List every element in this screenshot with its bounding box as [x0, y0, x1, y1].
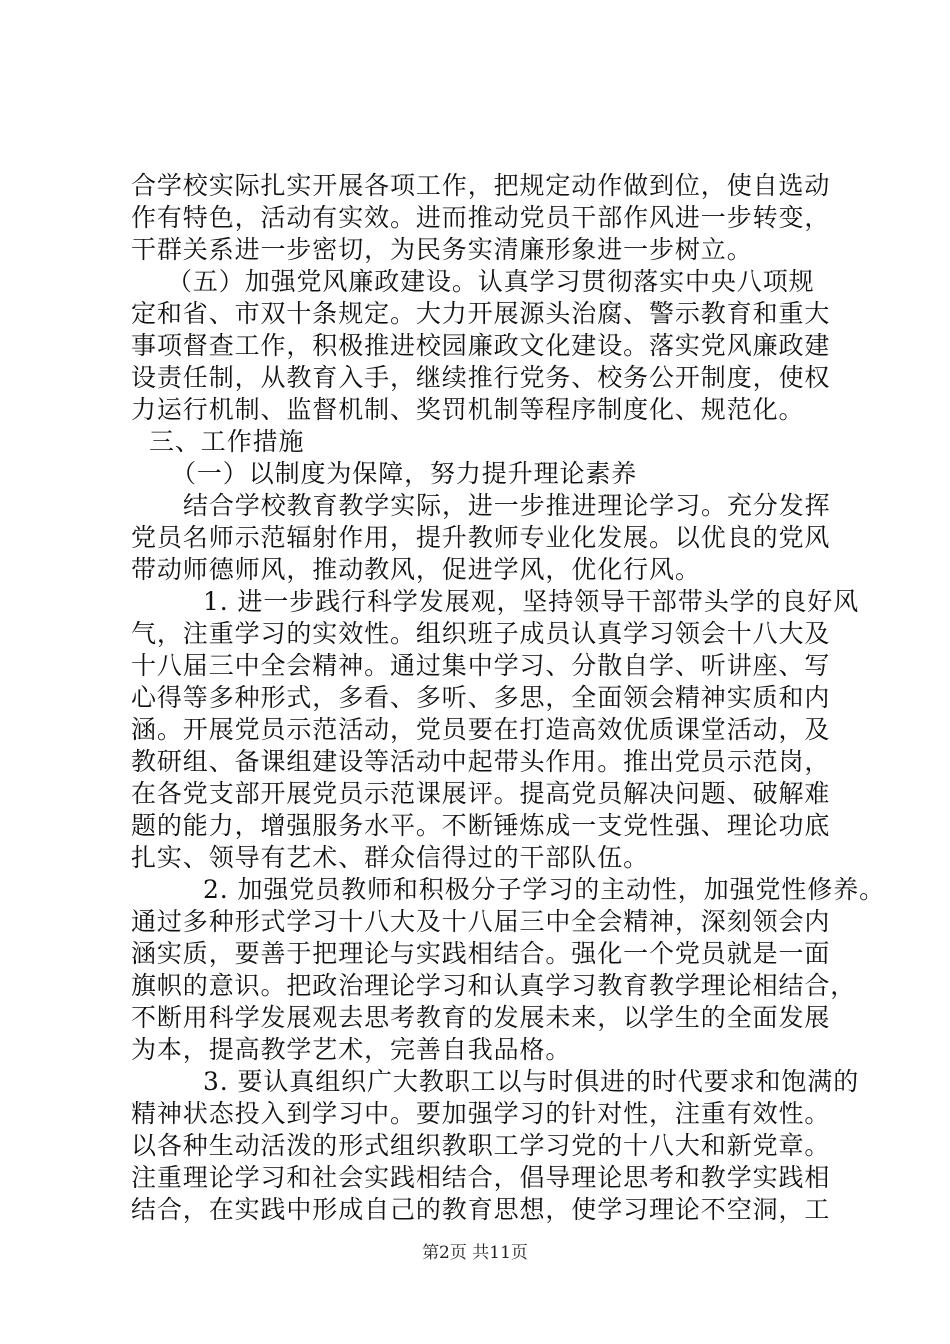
text-line: 结合，在实践中形成自己的教育思想，使学习理论不空洞，工: [131, 1195, 831, 1224]
text-line: 通过多种形式学习十八大及十八届三中全会精神，深刻领会内: [131, 907, 831, 936]
text-line: 旗帜的意识。把政治理论学习和认真学习教育教学理论相结合，: [131, 971, 857, 1000]
text-line: 党员名师示范辐射作用，提升教师专业化发展。以优良的党风: [131, 523, 831, 552]
list-item-start-line: 3. 要认真组织广大教职工以与时俱进的时代要求和饱满的: [203, 1067, 860, 1096]
text-line: 事项督查工作，积极推进校园廉政文化建设。落实党风廉政建: [131, 331, 831, 360]
section-title: 三、工作措施: [149, 427, 305, 456]
text-line: 合学校实际扎实开展各项工作，把规定动作做到位，使自选动: [131, 171, 831, 200]
section-heading-line: （五）加强党风廉政建设。认真学习贯彻落实中央八项规: [167, 267, 815, 296]
text-line: 干群关系进一步密切，为民务实清廉形象进一步树立。: [131, 235, 753, 264]
text-line: 设责任制，从教育入手，继续推行党务、校务公开制度，使权: [131, 363, 831, 392]
text-line: 力运行机制、监督机制、奖罚机制等程序制度化、规范化。: [131, 395, 805, 424]
text-line: 以各种生动活泼的形式组织教职工学习党的十八大和新党章。: [131, 1131, 831, 1160]
text-line: 心得等多种形式，多看、多听、多思，全面领会精神实质和内: [131, 683, 831, 712]
text-line: 十八届三中全会精神。通过集中学习、分散自学、听讲座、写: [131, 651, 831, 680]
document-body: [131, 170, 886, 1226]
text-line: 涵实质，要善于把理论与实践相结合。强化一个党员就是一面: [131, 939, 831, 968]
list-item-start-line: 2. 加强党员教师和积极分子学习的主动性，加强党性修养。: [203, 875, 886, 904]
text-line: 题的能力，增强服务水平。不断锤炼成一支党性强、理论功底: [131, 811, 831, 840]
text-line: 定和省、市双十条规定。大力开展源头治腐、警示教育和重大: [131, 299, 831, 328]
page-number-footer: 第2页 共11页: [422, 1243, 528, 1263]
text-line: 注重理论学习和社会实践相结合，倡导理论思考和教学实践相: [131, 1163, 831, 1192]
text-line: 扎实、领导有艺术、群众信得过的干部队伍。: [131, 843, 650, 872]
list-item-start-line: 1. 进一步践行科学发展观，坚持领导干部带头学的良好风: [203, 587, 860, 616]
paragraph-start-line: 结合学校教育教学实际，进一步推进理论学习。充分发挥: [183, 491, 831, 520]
text-line: 气，注重学习的实效性。组织班子成员认真学习领会十八大及: [131, 619, 831, 648]
subsection-title: （一）以制度为保障，努力提升理论素养: [171, 459, 638, 488]
text-line: 教研组、备课组建设等活动中起带头作用。推出党员示范岗，: [131, 747, 831, 776]
text-line: 不断用科学发展观去思考教育的发展未来，以学生的全面发展: [131, 1003, 831, 1032]
text-line: 作有特色，活动有实效。进而推动党员干部作风进一步转变，: [131, 203, 831, 232]
text-line: 带动师德师风，推动教风，促进学风，优化行风。: [131, 555, 701, 584]
text-line: 精神状态投入到学习中。要加强学习的针对性，注重有效性。: [131, 1099, 831, 1128]
text-line: 在各党支部开展党员示范课展评。提高党员解决问题、破解难: [131, 779, 831, 808]
text-line: 为本，提高教学艺术，完善自我品格。: [131, 1035, 572, 1064]
text-line: 涵。开展党员示范活动，党员要在打造高效优质课堂活动，及: [131, 715, 831, 744]
